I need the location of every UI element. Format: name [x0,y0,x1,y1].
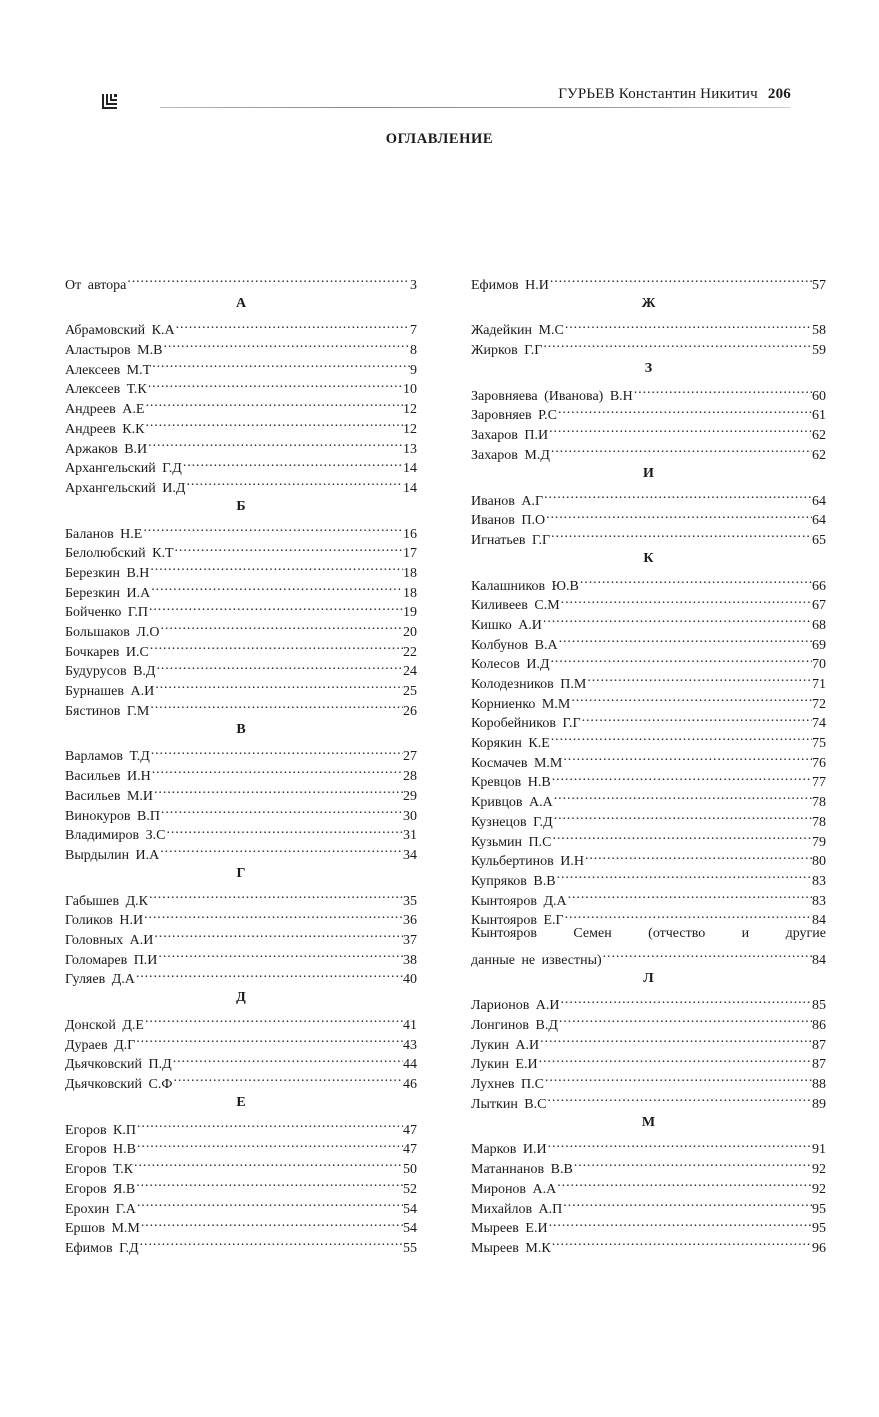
dot-leader [586,668,812,688]
entry-page: 25 [403,684,417,700]
dot-leader [542,609,812,629]
dot-leader [558,629,812,649]
dot-leader [172,1068,403,1088]
entry-name: Ларионов А.И [471,998,560,1014]
dot-leader [185,472,403,492]
dot-leader [126,269,410,289]
entry-name: Матаннанов В.В [471,1162,573,1178]
entry-name: Ефимов Г.Д [65,1240,139,1256]
entry-page: 22 [403,644,417,660]
entry-page: 62 [812,447,826,463]
dot-leader [159,839,403,859]
dot-leader [153,924,403,944]
entry-page: 84 [812,952,826,968]
section-letter: Ж [641,295,656,311]
dot-leader [148,885,403,905]
dot-leader [143,905,403,925]
dot-leader [570,688,812,708]
dot-leader [567,885,812,905]
entry-name: Заровняев Р.С [471,408,557,424]
entry-name: Ершов М.М [65,1221,140,1237]
dot-leader [149,557,403,577]
entry-page: 55 [403,1240,417,1256]
entry-page: 31 [403,828,417,844]
entry-name: Дураев Д.Г [65,1037,136,1053]
entry-name: Иванов П.О [471,513,546,529]
toc-entry[interactable] [471,570,826,594]
entry-name: Будурусов В.Д [65,664,156,680]
entry-page: 64 [812,493,826,509]
entry-name: данные не известны) [471,952,602,968]
entry-name: Кревцов Н.В [471,775,551,791]
entry-page: 18 [403,565,417,581]
entry-name: Заровняева (Иванова) В.Н [471,388,633,404]
entry-page: 44 [403,1057,417,1073]
dot-leader [573,1153,812,1173]
toc-entry-preface[interactable] [65,269,417,293]
entry-name: Егоров К.П [65,1122,137,1138]
page-title: ОГЛАВЛЕНИЕ [385,131,494,147]
entry-page: 71 [812,677,826,692]
entry-page: 88 [812,1077,826,1093]
dot-leader [551,1232,812,1252]
dot-leader [136,1193,403,1213]
dot-leader [543,485,812,505]
running-title: ГУРЬЕВ Константин Никитич [558,86,758,102]
entry-name: Колбунов В.А [471,637,558,653]
entry-name: Вырдылин И.А [65,847,160,863]
entry-name: Аластыров М.В [65,343,163,359]
entry-name: Кынтояров Д.А [471,893,567,909]
entry-page: 26 [403,703,417,719]
entry-page: 41 [403,1018,417,1033]
entry-name: Киливеев С.М [471,598,560,614]
entry-name: Андреев А.Е [65,402,145,418]
dot-leader [149,695,403,715]
dot-leader [142,518,403,538]
toc-entry[interactable] [471,485,826,509]
entry-page: 40 [403,972,417,988]
entry-name: Дьячковский С.Ф [65,1077,173,1093]
dot-leader [556,865,812,885]
entry-page: 67 [812,598,826,614]
entry-page: 57 [812,277,826,293]
entry-page: 10 [403,382,417,398]
entry-page: 47 [403,1122,417,1138]
dot-leader [564,315,812,335]
dot-leader [150,741,403,761]
dot-leader [144,393,403,413]
dot-leader [556,1173,812,1193]
entry-name: Алексеев М.Т [65,362,152,378]
toc-entry[interactable] [65,315,417,339]
dot-leader [136,1114,403,1134]
section-letter: З [644,361,653,377]
dot-leader [550,649,813,669]
entry-page: 61 [812,408,826,424]
entry-page: 14 [403,480,417,496]
entry-name: Миронов А.А [471,1181,557,1197]
dot-leader [557,400,812,420]
entry-name: Игнатьев Г.Г [471,532,551,548]
entry-page: 29 [403,788,417,804]
dot-leader [151,760,403,780]
section-letter: Д [236,990,246,1006]
dot-leader [633,380,812,400]
page-number: 206 [767,86,791,102]
dot-leader [135,1173,403,1193]
entry-page: 65 [812,532,826,548]
entry-name: Мыреев Е.И [471,1221,548,1237]
entry-name: Баланов Н.Е [65,526,143,542]
dot-leader [165,820,403,840]
entry-page: 91 [812,1142,826,1158]
dot-leader [581,708,812,728]
entry-name: Кузьмин П.С [471,834,552,850]
dot-leader [174,538,403,558]
dot-leader [150,577,403,597]
toc-entry[interactable] [65,741,417,765]
dot-leader [560,990,812,1010]
toc-entry[interactable] [471,269,826,293]
entry-name: Габышев Д.К [65,893,148,909]
entry-name: Донской Д.Е [65,1018,144,1033]
entry-page: 59 [812,343,826,359]
entry-page: 7 [410,323,417,339]
toc-entry[interactable] [65,1114,417,1138]
dot-leader [558,1009,812,1029]
toc-entry[interactable] [65,1009,417,1033]
dot-leader [579,570,812,590]
dot-leader [538,1049,812,1069]
entry-name: Бойченко Г.П [65,605,148,621]
entry-page: 78 [812,814,826,830]
dot-leader [139,1232,403,1252]
dot-leader [172,1049,403,1069]
entry-name: Калашников Ю.В [471,578,579,594]
entry-page: 76 [812,755,826,771]
entry-name: Лукин А.И [471,1037,540,1053]
entry-page: 36 [403,913,417,929]
entry-page: 60 [812,388,826,404]
entry-page: 68 [812,617,826,633]
dot-leader [549,269,812,289]
entry-name: Васильев И.Н [65,769,151,785]
entry-page: 95 [812,1221,826,1237]
entry-name: Гуляев Д.А [65,972,135,988]
entry-page: 27 [403,749,417,765]
dot-leader [602,944,812,964]
entry-page: 54 [403,1221,417,1237]
entry-page: 95 [812,1201,826,1217]
entry-page: 77 [812,775,826,791]
entry-page: 84 [812,913,826,929]
dot-leader [135,964,403,984]
entry-name: Лонгинов В.Д [471,1018,558,1034]
toc-entry[interactable] [471,380,826,404]
section-letter: В [236,721,246,737]
entry-name: Лукин Е.И [471,1057,538,1073]
dot-leader [550,439,812,459]
dot-leader [542,334,812,354]
dot-leader [140,1213,403,1233]
dot-leader [151,354,410,374]
publisher-logo-icon [101,92,119,110]
dot-leader [155,656,403,676]
entry-name: Колодезников П.М [471,677,587,692]
entry-page: 70 [812,657,826,673]
entry-name: Захаров М.Д [471,447,550,463]
dot-leader [584,846,812,866]
entry-page: 80 [812,854,826,870]
dot-leader [564,905,812,925]
entry-page: 66 [812,578,826,594]
toc-entry[interactable] [471,1134,826,1158]
entry-name: Голомарев П.И [65,952,158,968]
entry-name: Дьячковский П.Д [65,1057,172,1073]
entry-name: Винокуров В.П [65,808,160,824]
dot-leader [551,767,812,787]
entry-name: Владимиров З.С [65,828,166,844]
entry-name: Абрамовский К.А [65,323,175,339]
entry-page: 9 [410,362,417,378]
dot-leader [553,786,812,806]
dot-leader [547,1134,812,1154]
dot-leader [144,413,403,433]
running-header [558,86,791,103]
entry-name: Бястинов Г.М [65,703,150,719]
dot-leader [144,1009,403,1029]
entry-name: Андреев К.К [65,421,145,437]
entry-page: 38 [403,952,417,968]
dot-leader [539,1029,812,1049]
entry-name: Захаров П.И [471,428,549,444]
dot-leader [136,1134,403,1154]
entry-page: 50 [403,1162,417,1178]
entry-name: Кишко А.И [471,617,542,633]
entry-page: 87 [812,1057,826,1073]
entry-page: 69 [812,637,826,653]
entry-page: 83 [812,893,826,909]
entry-page: 37 [403,932,417,948]
dot-leader [182,453,403,473]
section-letter: И [643,465,654,481]
entry-name-line2[interactable] [471,944,826,968]
entry-page: 79 [812,834,826,850]
entry-page: 16 [403,526,417,542]
entry-name: Космачев М.М [471,755,563,771]
section-letter: К [643,550,654,566]
entry-name: Егоров Я.В [65,1181,136,1197]
entry-page: 85 [812,998,826,1014]
entry-page: 86 [812,1018,826,1034]
dot-leader [175,315,410,335]
dot-leader [135,1029,403,1049]
dot-leader [546,1088,812,1108]
entry-page: 83 [812,873,826,889]
dot-leader [548,1213,812,1233]
toc-entry[interactable] [471,990,826,1014]
entry-page: 92 [812,1162,826,1178]
dot-leader [133,1153,403,1173]
entry-name: Голиков Н.И [65,913,144,929]
entry-name: Кульбертинов И.Н [471,854,584,870]
dot-leader [560,590,812,610]
entry-name: Мыреев М.К [471,1240,551,1256]
dot-leader [160,616,403,636]
entry-page: 46 [403,1077,417,1093]
dot-leader [550,524,812,544]
dot-leader [154,675,403,695]
dot-leader [147,374,403,394]
entry-page: 14 [403,461,417,477]
entry-name: От автора [65,277,127,293]
entry-page: 58 [812,323,826,339]
entry-name: Купряков В.В [471,873,556,889]
toc-entry-multiline[interactable] [471,924,826,968]
toc-left-column [65,269,417,1256]
dot-leader [148,597,403,617]
entry-page: 3 [410,277,417,293]
entry-page: 12 [403,421,417,437]
dot-leader [562,1193,812,1213]
entry-page: 30 [403,808,417,824]
entry-page: 8 [410,343,417,359]
dot-leader [153,780,403,800]
entry-page: 92 [812,1181,826,1197]
entry-name: Егоров Н.В [65,1142,137,1158]
entry-name: Варламов Т.Д [65,749,150,765]
dot-leader [553,806,812,826]
section-letter: Г [236,865,246,881]
entry-page: 52 [403,1181,417,1197]
entry-name: Ерохин Г.А [65,1201,136,1217]
entry-page: 17 [403,546,417,562]
dot-leader [149,636,403,656]
dot-leader [544,1068,812,1088]
entry-page: 89 [812,1096,826,1112]
entry-name: Березкин В.Н [65,565,150,581]
entry-name: Большаков Л.О [65,625,160,640]
entry-name: Ефимов Н.И [471,277,549,293]
entry-name: Марков И.И [471,1142,547,1158]
dot-leader [157,944,403,964]
entry-name: Корякин К.Е [471,736,550,752]
section-letter: Л [643,970,654,986]
entry-page: 64 [812,513,826,529]
entry-name: Кривцов А.А [471,795,553,811]
entry-name: Архангельский И.Д [65,480,186,496]
entry-name: Жирков Г.Г [471,343,543,359]
entry-page: 54 [403,1201,417,1217]
dot-leader [562,747,812,767]
entry-name: Березкин И.А [65,585,151,601]
entry-name: Лухнев П.С [471,1077,544,1093]
entry-page: 72 [812,696,826,712]
dot-leader [545,505,812,525]
entry-page: 35 [403,893,417,909]
entry-name: Алексеев Т.К [65,382,147,398]
entry-page: 78 [812,795,826,811]
entry-page: 75 [812,736,826,752]
section-letter: Б [236,498,246,514]
entry-page: 13 [403,441,417,457]
entry-name: Егоров Т.К [65,1162,134,1178]
entry-page: 19 [403,605,417,621]
entry-name: Бочкарев И.С [65,644,149,660]
entry-page: 28 [403,769,417,785]
dot-leader [162,334,410,354]
entry-page: 18 [403,585,417,601]
dot-leader [160,800,403,820]
toc-entry[interactable] [471,315,826,339]
entry-name: Колесов И.Д [471,657,550,673]
entry-name: Михайлов А.П [471,1201,563,1217]
dot-leader [550,727,812,747]
entry-name: Иванов А.Г [471,493,544,509]
entry-page: 74 [812,716,826,732]
entry-name: Коробейников Г.Г [471,716,581,732]
toc-entry[interactable] [65,885,417,909]
entry-name: Архангельский Г.Д [65,461,182,477]
section-letter: А [235,295,247,311]
entry-name: Васильев М.И [65,788,154,804]
entry-page: 24 [403,664,417,680]
entry-page: 43 [403,1037,417,1053]
entry-name: Аржаков В.И [65,441,148,457]
entry-page: 96 [812,1240,826,1256]
section-letter: Е [236,1095,246,1111]
entry-name: Кузнецов Г.Д [471,814,553,830]
entry-page: 87 [812,1037,826,1053]
toc-entry[interactable] [65,518,417,542]
dot-leader [147,433,403,453]
entry-page: 62 [812,428,826,444]
entry-name: Кынтояров Е.Г [471,913,564,929]
entry-name: Бурнашев А.И [65,684,155,700]
entry-name: Жадейкин М.С [471,323,564,339]
entry-name: Белолюбский К.Т [65,546,174,562]
entry-name: Корниенко М.М [471,696,571,712]
entry-name-line1: Кынтояров Семен (отчество и другие [471,926,826,942]
header-rule [160,107,790,108]
toc-right-column [471,269,826,1256]
section-letter: М [641,1114,656,1130]
dot-leader [552,826,813,846]
entry-page: 20 [403,625,417,640]
entry-page: 34 [403,847,417,863]
entry-page: 12 [403,402,417,418]
dot-leader [548,419,812,439]
entry-name: Головных А.И [65,932,154,948]
entry-name: Лыткин В.С [471,1096,547,1112]
entry-page: 47 [403,1142,417,1158]
